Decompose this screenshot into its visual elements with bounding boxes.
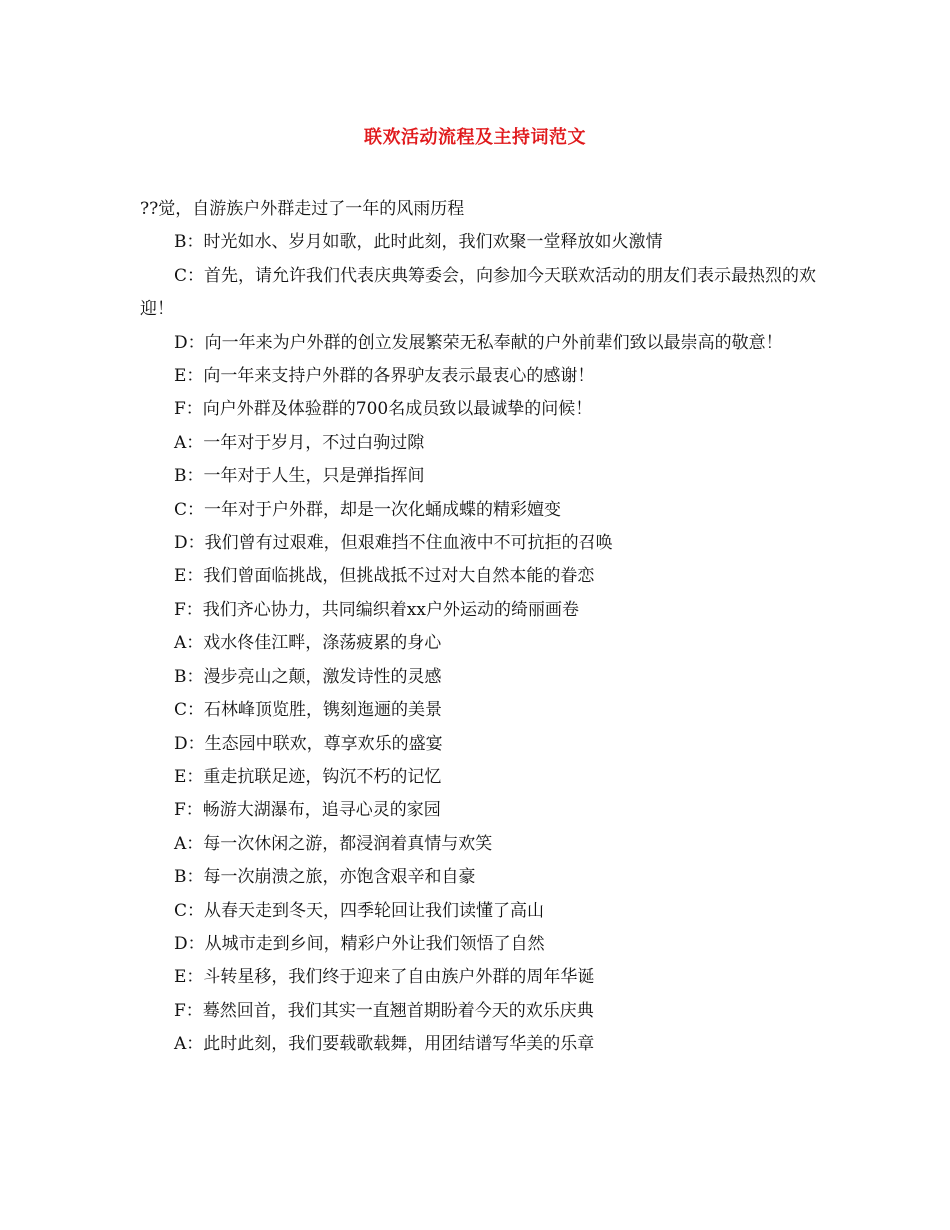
paragraph: E：重走抗联足迹，钩沉不朽的记忆: [174, 766, 442, 787]
paragraph: F：蓦然回首，我们其实一直翘首期盼着今天的欢乐庆典: [174, 1000, 594, 1021]
paragraph: B：时光如水、岁月如歌，此时此刻，我们欢聚一堂释放如火激情: [174, 232, 663, 253]
paragraph: C：一年对于户外群，却是一次化蛹成蝶的精彩嬗变: [174, 499, 562, 520]
paragraph: B：一年对于人生，只是弹指挥间: [174, 466, 425, 487]
paragraph: F：畅游大湖瀑布，追寻心灵的家园: [174, 800, 441, 821]
paragraph: E：向一年来支持户外群的各界驴友表示最衷心的感谢！: [174, 366, 595, 387]
paragraph: A：一年对于岁月，不过白驹过隙: [174, 432, 425, 453]
paragraph: C：首先，请允许我们代表庆典筹委会，向参加今天联欢活动的朋友们表示最热烈的欢迎！: [140, 265, 817, 320]
paragraph: A：每一次休闲之游，都浸润着真情与欢笑: [174, 833, 493, 854]
paragraph: E：我们曾面临挑战，但挑战抵不过对大自然本能的眷恋: [174, 566, 595, 587]
paragraph: D：从城市走到乡间，精彩户外让我们领悟了自然: [174, 933, 545, 954]
paragraph: C：石林峰顶览胜，镌刻迤逦的美景: [174, 700, 443, 721]
paragraph: D：我们曾有过艰难，但艰难挡不住血液中不可抗拒的召唤: [174, 533, 613, 554]
document-title: 联欢活动流程及主持词范文: [364, 127, 586, 148]
paragraph: F：我们齐心协力，共同编织着xx户外运动的绮丽画卷: [174, 599, 579, 620]
paragraph: A：此时此刻，我们要载歌载舞，用团结谱写华美的乐章: [174, 1034, 595, 1055]
paragraph: B：漫步亮山之颠，激发诗性的灵感: [174, 666, 442, 687]
document-body: [140, 193, 820, 1062]
paragraph: D：生态园中联欢，尊享欢乐的盛宴: [174, 733, 443, 754]
paragraph: C：从春天走到冬天，四季轮回让我们读懂了高山: [174, 900, 545, 921]
paragraph: A：戏水佟佳江畔，涤荡疲累的身心: [174, 633, 442, 654]
paragraph: ??觉，自游族户外群走过了一年的风雨历程: [140, 199, 465, 219]
paragraph: B：每一次崩溃之旅，亦饱含艰辛和自豪: [174, 867, 476, 888]
paragraph: E：斗转星移，我们终于迎来了自由族户外群的周年华诞: [174, 967, 595, 988]
paragraph: D：向一年来为户外群的创立发展繁荣无私奉献的户外前辈们致以最崇高的敬意！: [174, 332, 783, 353]
paragraph: F：向户外群及体验群的700名成员致以最诚挚的问候！: [174, 399, 593, 420]
